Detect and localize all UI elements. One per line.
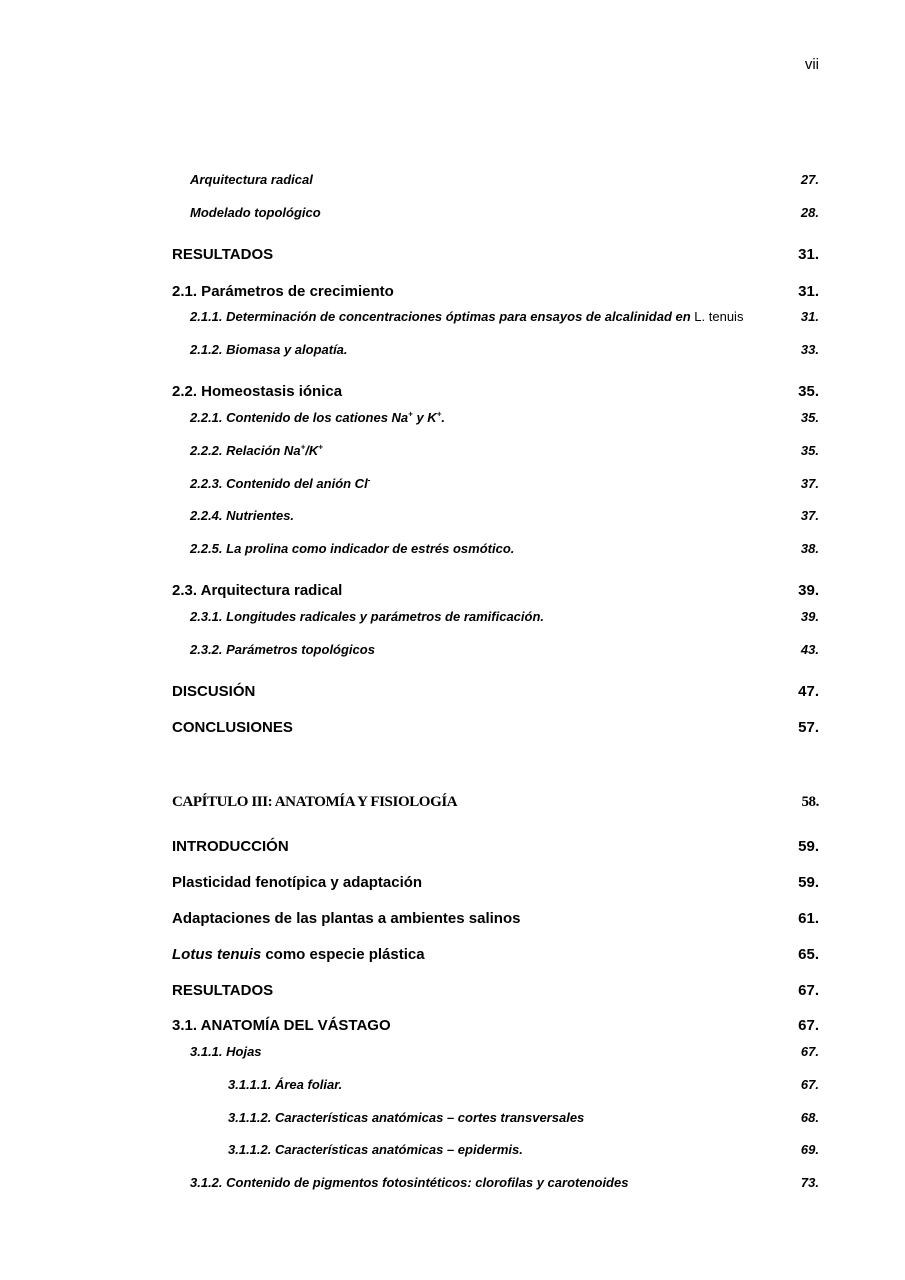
- toc-entry-title: Modelado topológico: [190, 205, 321, 220]
- toc-entry-page: 67.: [800, 1077, 819, 1092]
- page-number: vii: [804, 56, 819, 73]
- toc-entry: [172, 1017, 819, 1034]
- toc-entry: [228, 1110, 819, 1125]
- toc-entry-page: 31.: [798, 246, 819, 263]
- toc-entry-page: 67.: [800, 1044, 819, 1059]
- toc-entry-page: 73.: [800, 1175, 819, 1190]
- toc-entry-title: RESULTADOS: [172, 982, 274, 999]
- toc-entry-page: 47.: [798, 683, 819, 700]
- superscript: +: [436, 409, 442, 419]
- toc-entry-page: 31.: [798, 283, 819, 300]
- toc-entry-title: 3.1. ANATOMÍA DEL VÁSTAGO: [172, 1017, 391, 1034]
- toc-entry-page: 67.: [798, 1017, 819, 1034]
- toc-entry: [190, 172, 819, 187]
- toc-entry-page: 59.: [798, 874, 819, 891]
- toc-entry-title: 2.1. Parámetros de crecimiento: [172, 283, 394, 300]
- toc-entry-title: Arquitectura radical: [190, 172, 313, 187]
- toc-entry-title: [190, 410, 445, 425]
- toc-entry-page: 31.: [800, 309, 819, 324]
- toc-entry-title: 3.1.1.2. Características anatómicas – epidermis.: [228, 1142, 523, 1157]
- toc-entry: [172, 838, 819, 855]
- toc-entry-title: CONCLUSIONES: [172, 719, 293, 736]
- toc-entry-title: INTRODUCCIÓN: [172, 838, 289, 855]
- toc-entry: [190, 309, 819, 324]
- toc-entry-page: 38.: [800, 541, 819, 556]
- toc-entry: [172, 719, 819, 736]
- toc-entry-title: RESULTADOS: [172, 246, 274, 263]
- toc-entry: [190, 609, 819, 624]
- toc-entry-title: 2.3. Arquitectura radical: [172, 582, 343, 599]
- toc-entry: [190, 642, 819, 657]
- toc-entry-title: 3.1.1.1. Área foliar.: [228, 1077, 343, 1092]
- toc-entry: [190, 1044, 819, 1059]
- toc-entry: [172, 246, 819, 263]
- toc-entry-title: [190, 309, 743, 324]
- toc-entry-page: 58.: [801, 794, 819, 810]
- toc-entry-page: 67.: [798, 982, 819, 999]
- toc-entry-title: 2.2. Homeostasis iónica: [172, 383, 343, 400]
- toc-entry-title-text: 2.1.1. Determinación de concentraciones óptimas para ensayos de alcalinidad en: [190, 309, 695, 324]
- toc-entry-title-text: como especie plástica: [261, 946, 425, 963]
- toc-entry-title: Plasticidad fenotípica y adaptación: [172, 874, 423, 891]
- toc-entry-page: 69.: [800, 1142, 819, 1157]
- toc-entry-page: 37.: [800, 476, 819, 491]
- toc-entry: [172, 874, 819, 891]
- toc-entry-title: 2.2.5. La prolina como indicador de estrés osmótico.: [190, 541, 515, 556]
- toc-entry-title-part: .: [441, 410, 445, 425]
- toc-entry-title: [172, 946, 425, 963]
- toc-entry: [172, 283, 819, 300]
- toc-entry-title: CAPÍTULO III: ANATOMÍA Y FISIOLOGÍA: [172, 794, 458, 810]
- toc-entry: [172, 582, 819, 599]
- species-name: Lotus tenuis: [172, 946, 262, 963]
- toc-entry-title-part: 2.2.2. Relación Na: [190, 443, 301, 458]
- toc-entry: [190, 508, 819, 523]
- superscript: +: [408, 409, 413, 419]
- toc-entry: [190, 476, 819, 491]
- toc-entry: [172, 946, 819, 963]
- toc-entry-page: 43.: [800, 642, 819, 657]
- superscript: +: [318, 442, 323, 452]
- toc-entry-title-part: 2.2.1. Contenido de los cationes Na: [190, 410, 409, 425]
- species-name: L. tenuis: [694, 309, 744, 324]
- toc-entry-page: 59.: [798, 838, 819, 855]
- toc-entry: [228, 1142, 819, 1157]
- toc-entry: [172, 383, 819, 400]
- toc-entry-page: 28.: [800, 205, 819, 220]
- toc-entry: [228, 1077, 819, 1092]
- toc-entry-page: 33.: [800, 342, 819, 357]
- toc-entry: [172, 982, 819, 999]
- toc-entry-title-part: 2.2.3. Contenido del anión Cl: [190, 476, 368, 491]
- toc-entry-page: 35.: [800, 410, 819, 425]
- toc-entry: [190, 1175, 819, 1190]
- superscript: -: [367, 475, 371, 485]
- toc-entry-title: 3.1.1.2. Características anatómicas – cortes transversales: [228, 1110, 585, 1125]
- toc-entry-page: 35.: [800, 443, 819, 458]
- toc-entry-title: 2.3.1. Longitudes radicales y parámetros de ramificación.: [190, 609, 545, 624]
- toc-entry-title: [190, 476, 370, 491]
- toc-entry: [190, 342, 819, 357]
- toc-entry: [172, 910, 819, 927]
- toc-entry-title: [190, 443, 323, 458]
- toc-entry: [190, 205, 819, 220]
- toc-entry-title: 3.1.1. Hojas: [190, 1044, 262, 1059]
- toc-chapter-entry: [172, 794, 819, 811]
- toc-entry: [190, 541, 819, 556]
- toc-entry-page: 35.: [798, 383, 819, 400]
- toc-entry-page: 61.: [798, 910, 819, 927]
- toc-entry-title: 2.2.4. Nutrientes.: [190, 508, 295, 523]
- toc-entry-title: 2.1.2. Biomasa y alopatía.: [190, 342, 348, 357]
- toc-entry: [190, 443, 819, 458]
- toc-entry-title-part: /K: [305, 443, 319, 458]
- toc-entry: [190, 410, 819, 425]
- toc-entry-title: 3.1.2. Contenido de pigmentos fotosintéticos: clorofilas y carotenoides: [190, 1175, 629, 1190]
- toc-entry-page: 68.: [800, 1110, 819, 1125]
- toc-entry-page: 39.: [800, 609, 819, 624]
- toc-entry-title: 2.3.2. Parámetros topológicos: [190, 642, 375, 657]
- toc-entry: [172, 683, 819, 700]
- superscript: +: [300, 442, 306, 452]
- toc-entry-title: DISCUSIÓN: [172, 683, 256, 700]
- toc-entry-title: Adaptaciones de las plantas a ambientes salinos: [172, 910, 521, 927]
- toc-entry-page: 39.: [798, 582, 819, 599]
- toc-entry-page: 27.: [800, 172, 819, 187]
- toc-entry-page: 37.: [800, 508, 819, 523]
- toc-entry-title-part: y K: [412, 410, 437, 425]
- toc-entry-page: 57.: [798, 719, 819, 736]
- toc-entry-page: 65.: [798, 946, 819, 963]
